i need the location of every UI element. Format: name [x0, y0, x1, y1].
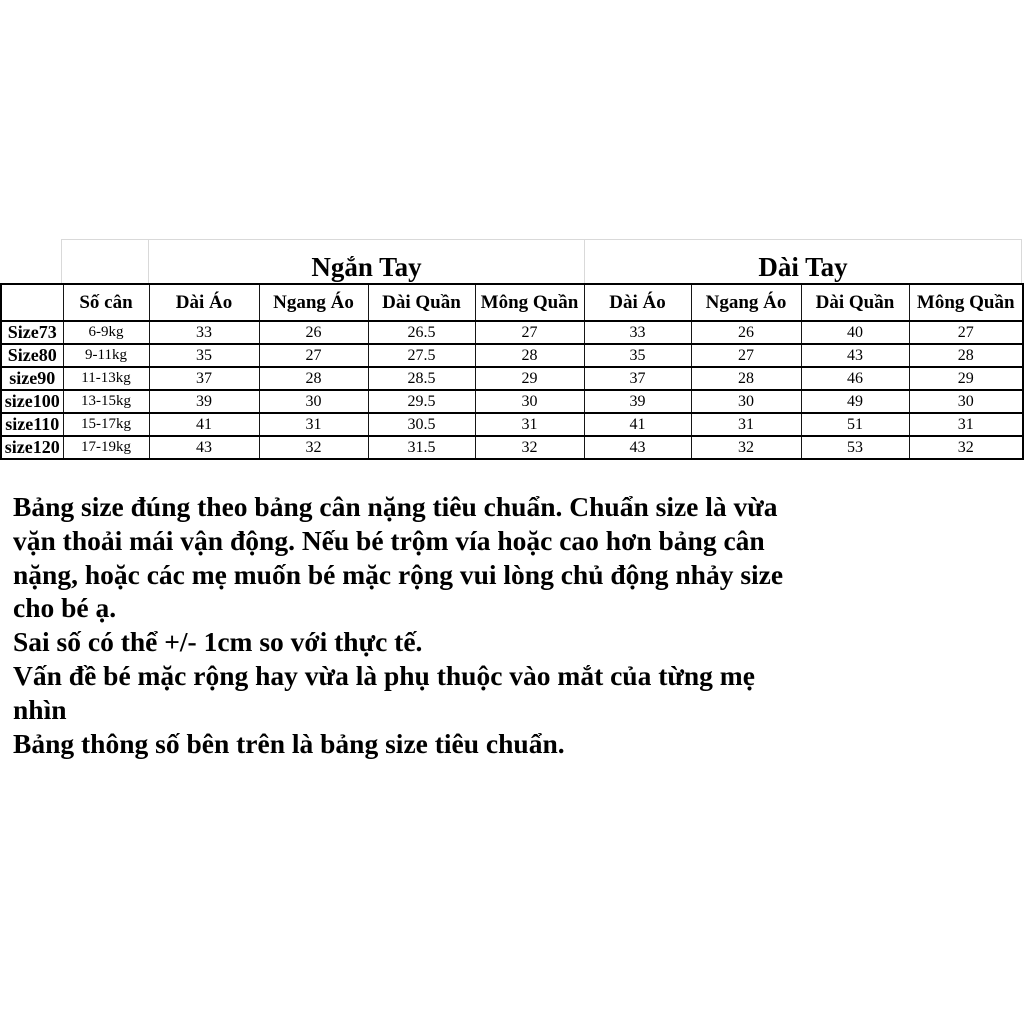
measurement-value: 27: [909, 321, 1023, 344]
col-header-pants-length-short: Dài Quần: [368, 284, 475, 321]
measurement-value: 28: [909, 344, 1023, 367]
measurement-value: 31: [691, 413, 801, 436]
size-label: size120: [1, 436, 63, 459]
measurement-value: 35: [149, 344, 259, 367]
measurement-value: 31.5: [368, 436, 475, 459]
measurement-value: 30: [691, 390, 801, 413]
measurement-value: 32: [475, 436, 584, 459]
size-row: [1, 344, 1023, 367]
size-column-header-empty: [1, 284, 63, 321]
size-row: [1, 413, 1023, 436]
size-label: size90: [1, 367, 63, 390]
measurement-value: 28: [691, 367, 801, 390]
col-header-shirt-width-short: Ngang Áo: [259, 284, 368, 321]
measurement-value: 37: [149, 367, 259, 390]
short-sleeve-title: Ngắn Tay: [311, 252, 422, 282]
col-header-pants-length-long: Dài Quần: [801, 284, 909, 321]
measurement-value: 43: [584, 436, 691, 459]
measurement-value: 35: [584, 344, 691, 367]
measurement-value: 30: [475, 390, 584, 413]
measurement-value: 30: [909, 390, 1023, 413]
measurement-value: 43: [149, 436, 259, 459]
measurement-value: 26: [259, 321, 368, 344]
weight-range: 6-9kg: [63, 321, 149, 344]
measurement-value: 27: [475, 321, 584, 344]
measurement-value: 29: [475, 367, 584, 390]
measurement-value: 26: [691, 321, 801, 344]
empty-corner-cell: [0, 239, 62, 283]
size-row: [1, 367, 1023, 390]
measurement-value: 28: [475, 344, 584, 367]
measurement-value: 27.5: [368, 344, 475, 367]
measurement-value: 26.5: [368, 321, 475, 344]
measurement-value: 32: [909, 436, 1023, 459]
measurement-value: 31: [909, 413, 1023, 436]
size-label: size110: [1, 413, 63, 436]
column-header-row: [1, 284, 1023, 321]
measurement-value: 30.5: [368, 413, 475, 436]
col-header-pants-hip-short: Mông Quần: [475, 284, 584, 321]
measurement-value: 39: [149, 390, 259, 413]
measurement-value: 32: [691, 436, 801, 459]
measurement-value: 37: [584, 367, 691, 390]
size-row: [1, 390, 1023, 413]
note-line: Bảng size đúng theo bảng cân nặng tiêu chuẩn. Chuẩn size là vừa: [13, 491, 778, 522]
measurement-value: 28: [259, 367, 368, 390]
col-header-weight: Số cân: [63, 284, 149, 321]
measurement-value: 51: [801, 413, 909, 436]
measurement-value: 28.5: [368, 367, 475, 390]
col-header-shirt-width-long: Ngang Áo: [691, 284, 801, 321]
measurement-value: 40: [801, 321, 909, 344]
measurement-value: 49: [801, 390, 909, 413]
note-line: Vấn đề bé mặc rộng hay vừa là phụ thuộc vào mắt của từng mẹ: [13, 659, 755, 691]
measurement-value: 41: [584, 413, 691, 436]
size-table-body: [1, 321, 1023, 459]
measurement-value: 32: [259, 436, 368, 459]
measurement-value: 33: [149, 321, 259, 344]
size-label: Size73: [1, 321, 63, 344]
weight-range: 11-13kg: [63, 367, 149, 390]
note-line: Bảng thông số bên trên là bảng size tiêu chuẩn.: [13, 727, 565, 759]
short-sleeve-group-header: [149, 239, 585, 283]
measurement-value: 29.5: [368, 390, 475, 413]
col-header-shirt-length-short: Dài Áo: [149, 284, 259, 321]
col-header-shirt-length-long: Dài Áo: [584, 284, 691, 321]
empty-weight-header-cell: [62, 239, 149, 283]
size-label: Size80: [1, 344, 63, 367]
col-header-pants-hip-long: Mông Quần: [909, 284, 1023, 321]
note-line: cho bé ạ.: [13, 592, 117, 624]
measurement-value: 43: [801, 344, 909, 367]
measurement-value: 31: [475, 413, 584, 436]
measurement-value: 41: [149, 413, 259, 436]
weight-range: 15-17kg: [63, 413, 149, 436]
note-line: Sai số có thể +/- 1cm so với thực tế.: [13, 626, 423, 658]
measurement-value: 33: [584, 321, 691, 344]
note-line: nhìn: [13, 693, 67, 725]
measurement-value: 29: [909, 367, 1023, 390]
sleeve-group-header-row: [0, 239, 1022, 283]
size-notes: [13, 490, 1018, 760]
measurement-value: 30: [259, 390, 368, 413]
weight-range: 9-11kg: [63, 344, 149, 367]
measurement-value: 27: [259, 344, 368, 367]
measurement-value: 46: [801, 367, 909, 390]
measurement-value: 39: [584, 390, 691, 413]
size-row: [1, 321, 1023, 344]
note-line: vặn thoải mái vận động. Nếu bé trộm vía hoặc cao hơn bảng cân: [13, 524, 765, 556]
weight-range: 17-19kg: [63, 436, 149, 459]
long-sleeve-title: Dài Tay: [758, 252, 848, 282]
size-label: size100: [1, 390, 63, 413]
weight-range: 13-15kg: [63, 390, 149, 413]
measurement-value: 27: [691, 344, 801, 367]
note-line: nặng, hoặc các mẹ muốn bé mặc rộng vui lòng chủ động nhảy size: [13, 558, 784, 590]
measurement-value: 53: [801, 436, 909, 459]
measurement-value: 31: [259, 413, 368, 436]
long-sleeve-group-header: [585, 239, 1022, 283]
size-table: [0, 283, 1024, 460]
size-row: [1, 436, 1023, 459]
